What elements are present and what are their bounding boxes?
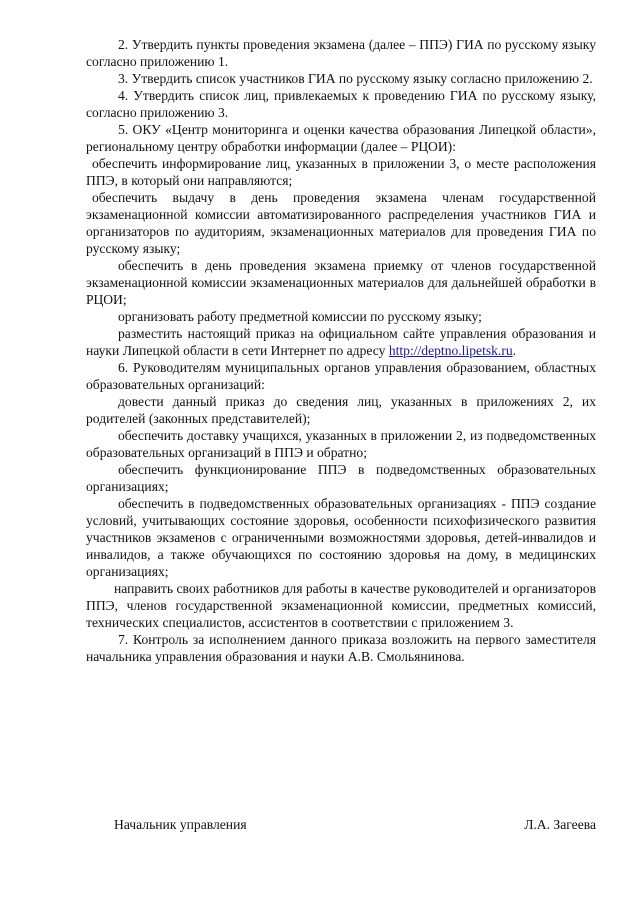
- subitem-inform: обеспечить информирование лиц, указанных в приложении 3, о месте расположения ППЭ, в который они направляются;: [86, 156, 596, 188]
- signature-position: Начальник управления: [114, 817, 247, 832]
- signature-name: Л.А. Загеева: [524, 817, 596, 832]
- subitem-commission: организовать работу предметной комиссии по русскому языку;: [118, 309, 482, 324]
- subitem-conditions: обеспечить в подведомственных образовательных организациях - ППЭ создание условий, учитывающих состояние здоровья, особенности психофизического развития участников экзаменов с ограниченными возможностями здоровья, детей-инвалидов и инвалидов, а также обучающихся по состоянию здоровья на дому, в медицинских организациях;: [86, 496, 596, 579]
- paragraph-item-3: 3. Утвердить список участников ГИА по русскому языку согласно приложению 2.: [118, 71, 593, 86]
- paragraph-item-6: 6. Руководителям муниципальных органов управления образованием, областных образовательных организаций:: [86, 360, 596, 392]
- subitem-website: [86, 325, 596, 359]
- subitem-staff: направить своих работников для работы в качестве руководителей и организаторов ППЭ, членов государственной экзаменационной комиссии, предметных комиссий, технических специалистов, ассистентов в соответствии с приложением 3.: [86, 581, 596, 630]
- website-text: разместить настоящий приказ на официальном сайте управления образования и науки Липецкой области в сети Интернет по адресу: [86, 326, 596, 358]
- paragraph-item-5: 5. ОКУ «Центр мониторинга и оценки качества образования Липецкой области», региональному центру обработки информации (далее – РЦОИ):: [86, 122, 596, 154]
- subitem-acceptance: обеспечить в день проведения экзамена приемку от членов государственной экзаменационной комиссии экзаменационных материалов для дальнейшей обработки в РЦОИ;: [86, 258, 596, 307]
- subitem-transport: обеспечить доставку учащихся, указанных в приложении 2, из подведомственных образовательных организаций в ППЭ и обратно;: [86, 428, 596, 460]
- paragraph-item-7: 7. Контроль за исполнением данного приказа возложить на первого заместителя начальника управления образования и науки А.В. Смольянинова.: [86, 632, 596, 664]
- paragraph-item-4: 4. Утвердить список лиц, привлекаемых к проведению ГИА по русскому языку, согласно приложению 3.: [86, 88, 596, 120]
- subitem-notify: довести данный приказ до сведения лиц, указанных в приложениях 2, их родителей (законных представителей);: [86, 394, 596, 426]
- paragraph-item-2: 2. Утвердить пункты проведения экзамена (далее – ППЭ) ГИА по русскому языку согласно приложению 1.: [86, 37, 596, 69]
- subitem-functioning: обеспечить функционирование ППЭ в подведомственных образовательных организациях;: [86, 462, 596, 494]
- website-link[interactable]: http://deptno.lipetsk.ru: [388, 343, 513, 358]
- subitem-distribution: обеспечить выдачу в день проведения экзамена членам государственной экзаменационной комиссии автоматизированного распределения участников ГИА и организаторов по аудиториям, экзаменационных материалов для проведения ГИА по русскому языку;: [86, 190, 596, 256]
- signature-block: [114, 816, 596, 833]
- document-body: [86, 36, 596, 665]
- website-suffix: .: [512, 343, 517, 358]
